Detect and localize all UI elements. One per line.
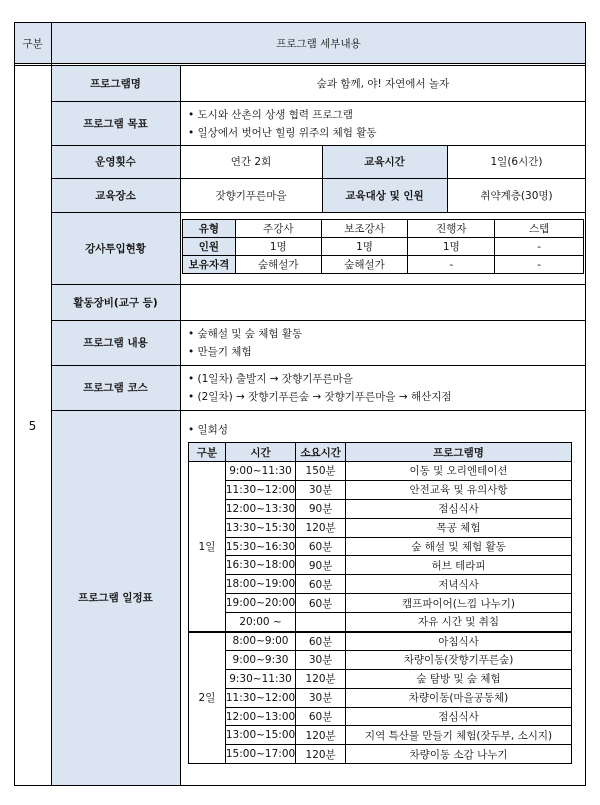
target-label: 교육대상 및 인원: [345, 189, 424, 202]
schedule-duration-cell: 150분: [296, 462, 346, 481]
place-value: 잣향기푸른마을: [215, 189, 287, 202]
equipment-value: [180, 284, 586, 320]
instructors-cell: -: [495, 256, 584, 274]
schedule-program-cell: 목공 체험: [346, 518, 572, 537]
instructors-cell: -: [495, 238, 584, 256]
education-time-value: 1일(6시간): [490, 156, 543, 168]
schedule-time-cell: 15:00~17:00: [225, 745, 295, 764]
instructors-header: 유형: [183, 220, 236, 238]
schedule-program-cell: 안전교육 및 유의사항: [346, 480, 572, 499]
schedule-program-cell: 자유 시간 및 취침: [346, 613, 572, 632]
schedule-time-cell: 11:30~12:00: [225, 688, 295, 707]
schedule-program-cell: 이동 및 오리엔테이션: [346, 462, 572, 481]
program-name-label: 프로그램명: [90, 78, 141, 90]
schedule-row: [189, 462, 572, 481]
equipment-label: 활동장비(교구 등): [73, 296, 158, 309]
instructors-cell: 1명: [321, 238, 408, 256]
program-goal-item: • 도시와 산촌의 상생 협력 프로그램: [188, 108, 353, 121]
instructors-cell: 숲해설가: [235, 256, 321, 274]
program-content-item: • 만들기 체험: [188, 346, 252, 358]
instructors-cell: 1명: [235, 238, 321, 256]
schedule-row: [189, 556, 572, 575]
schedule-program-cell: 지역 특산물 만들기 체험(잣두부, 소시지): [346, 726, 572, 745]
schedule-program-cell: 숲 해설 및 체험 활동: [346, 537, 572, 556]
schedule-day-label: 2일: [189, 632, 226, 764]
target-value: 취약계층(30명): [480, 189, 553, 202]
schedule-duration-cell: 90분: [296, 499, 346, 518]
schedule-row: [189, 669, 572, 688]
rule-right: [585, 22, 586, 786]
schedule-row: [189, 594, 572, 613]
program-goal-label: 프로그램 목표: [83, 117, 148, 130]
schedule-row: [189, 688, 572, 707]
schedule-time-cell: 12:00~13:00: [225, 707, 295, 726]
schedule-time-cell: 19:00~20:00: [225, 594, 295, 613]
instructors-header: 보조강사: [321, 220, 408, 238]
instructors-cell: -: [408, 256, 495, 274]
schedule-duration-cell: 60분: [296, 707, 346, 726]
schedule-row: [189, 480, 572, 499]
schedule-program-cell: 차량이동 소감 나누기: [346, 745, 572, 764]
schedule-header: 소요시간: [296, 443, 346, 462]
instructors-header: 주강사: [235, 220, 321, 238]
schedule-row: [189, 632, 572, 651]
schedule-duration-cell: 60분: [296, 594, 346, 613]
schedule-note: • 일회성: [188, 424, 228, 436]
instructors-header: 스텝: [495, 220, 584, 238]
schedule-duration-cell: 30분: [296, 688, 346, 707]
rule-label-col: [180, 66, 181, 785]
schedule-time-cell: 18:00~19:00: [225, 575, 295, 594]
schedule-note-text: 일회성: [197, 424, 228, 436]
schedule-row: [189, 518, 572, 537]
instructors-header-row: [183, 220, 584, 238]
rule-row: [51, 145, 586, 146]
program-goal-list: [180, 101, 586, 145]
instructors-header: 진행자: [408, 220, 495, 238]
schedule-row: [189, 745, 572, 764]
course-list: [180, 365, 586, 410]
schedule-program-cell: 차량이동(잣향기푸른숲): [346, 650, 572, 669]
schedule-header: 시간: [225, 443, 295, 462]
schedule-duration-cell: 120분: [296, 745, 346, 764]
schedule-row: [189, 707, 572, 726]
instructors-cell: 1명: [408, 238, 495, 256]
rule-top: [14, 22, 586, 23]
schedule-label: 프로그램 일정표: [78, 592, 153, 604]
instructors-label: 강사투입현황: [85, 242, 146, 255]
schedule-time-cell: 15:30~16:30: [225, 537, 295, 556]
rule-row: [51, 410, 586, 411]
schedule-duration-cell: [296, 613, 346, 632]
course-label: 프로그램 코스: [83, 382, 148, 394]
schedule-time-cell: 9:30~11:30: [225, 669, 295, 688]
schedule-program-cell: 점심식사: [346, 499, 572, 518]
program-goal-item: • 일상에서 벗어난 힐링 위주의 체험 활동: [188, 126, 377, 139]
rule-row: [51, 320, 586, 321]
rule-left: [14, 22, 15, 786]
schedule-duration-cell: 120분: [296, 726, 346, 745]
instructors-cell: 숲해설가: [321, 256, 408, 274]
place-label: 교육장소: [95, 189, 136, 202]
schedule-row: [189, 499, 572, 518]
schedule-program-cell: 허브 테라피: [346, 556, 572, 575]
schedule-time-cell: 13:30~15:30: [225, 518, 295, 537]
rule-row: [51, 212, 586, 213]
schedule-header: 구분: [189, 443, 226, 462]
operation-count-label: 운영횟수: [95, 156, 136, 168]
schedule-header: 프로그램명: [346, 443, 572, 462]
schedule-table: [188, 442, 572, 764]
schedule-day-label: 1일: [189, 462, 226, 632]
schedule-duration-cell: 90분: [296, 556, 346, 575]
schedule-duration-cell: 30분: [296, 650, 346, 669]
schedule-row: [189, 726, 572, 745]
schedule-time-cell: 13:00~15:00: [225, 726, 295, 745]
program-name-value: 숲과 함께, 야! 자연에서 놀자: [316, 78, 450, 90]
schedule-duration-cell: 60분: [296, 537, 346, 556]
section-number: 5: [28, 418, 37, 433]
schedule-time-cell: 20:00 ~: [225, 613, 295, 632]
schedule-duration-cell: 120분: [296, 518, 346, 537]
rule-gubun-col: [51, 22, 52, 786]
program-content-list: [180, 320, 586, 365]
schedule-header-row: [189, 443, 572, 462]
schedule-time-cell: 9:00~11:30: [225, 462, 295, 481]
schedule-program-cell: 캠프파이어(느낌 나누기): [346, 594, 572, 613]
schedule-row: [189, 613, 572, 632]
education-time-label: 교육시간: [364, 156, 405, 168]
rule-header-gap: [14, 64, 586, 65]
instructors-cell: 인원: [183, 238, 236, 256]
rule-bottom: [14, 785, 586, 786]
instructors-row: [183, 256, 584, 274]
instructors-table: [182, 219, 584, 274]
schedule-time-cell: 16:30~18:00: [225, 556, 295, 575]
schedule-program-cell: 저녁식사: [346, 575, 572, 594]
schedule-program-cell: 차량이동(마을공동체): [346, 688, 572, 707]
program-content-label: 프로그램 내용: [83, 337, 148, 349]
schedule-time-cell: 8:00~9:00: [225, 632, 295, 651]
schedule-program-cell: 점심식사: [346, 707, 572, 726]
rule-row: [51, 101, 586, 102]
course-item: • (2일차) → 잣향기푸른숲 → 잣향기푸른마을 → 해산지점: [188, 391, 452, 403]
schedule-duration-cell: 60분: [296, 632, 346, 651]
rule-sub-col: [322, 145, 323, 212]
rule-sub-col: [447, 145, 448, 212]
rule-row: [51, 284, 586, 285]
operation-count-value: 연간 2회: [230, 156, 272, 168]
schedule-time-cell: 9:00~9:30: [225, 650, 295, 669]
schedule-duration-cell: 60분: [296, 575, 346, 594]
schedule-program-cell: 아침식사: [346, 632, 572, 651]
rule-row: [51, 178, 586, 179]
header-gubun: 구분: [22, 37, 43, 50]
rule-row: [51, 365, 586, 366]
program-content-item: • 숲해설 및 숲 체험 활동: [188, 328, 303, 340]
schedule-row: [189, 650, 572, 669]
schedule-row: [189, 575, 572, 594]
course-item: • (1일차) 출발지 → 잣향기푸른마을: [188, 373, 353, 385]
instructors-cell: 보유자격: [183, 256, 236, 274]
schedule-time-cell: 12:00~13:30: [225, 499, 295, 518]
schedule-time-cell: 11:30~12:00: [225, 480, 295, 499]
schedule-duration-cell: 120분: [296, 669, 346, 688]
schedule-program-cell: 숲 탐방 및 숲 체험: [346, 669, 572, 688]
schedule-duration-cell: 30분: [296, 480, 346, 499]
header-detail: 프로그램 세부내용: [276, 37, 361, 50]
instructors-row: [183, 238, 584, 256]
schedule-row: [189, 537, 572, 556]
